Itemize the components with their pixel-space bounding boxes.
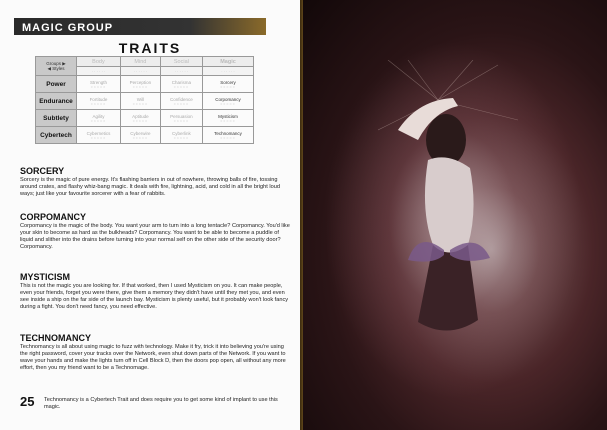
- row-label-cybertech: Cybertech: [36, 127, 77, 144]
- level-dots: · · · · · ·: [77, 67, 121, 76]
- illustration-page: [303, 0, 607, 430]
- trait-cell-magic: Technomancy ○○○○○: [202, 127, 253, 144]
- page-number: 25: [20, 394, 35, 409]
- trait-cell-magic: Mysticism ○○○○○: [202, 110, 253, 127]
- figure-illustration: [378, 60, 518, 360]
- section-label: MAGIC GROUP: [22, 22, 114, 34]
- table-header-row: [36, 57, 254, 67]
- level-dots: · · · · · ·: [160, 67, 202, 76]
- trait-cell: Cyberwire ○○○○○: [120, 127, 160, 144]
- group-header-mind: Mind: [120, 57, 160, 67]
- trait-cell-magic: Sorcery ○○○○○: [202, 76, 253, 93]
- trait-cell: Cyberlink ○○○○○: [160, 127, 202, 144]
- table-row: [36, 110, 254, 127]
- trait-cell: Charisma ○○○○○: [160, 76, 202, 93]
- trait-cell: Cybernetics ○○○○○: [77, 127, 121, 144]
- trait-cell-magic: Corpomancy ○○○○○: [202, 93, 253, 110]
- level-dots: · · · · · ·: [202, 67, 253, 76]
- heading-mysticism: MYSTICISM: [20, 272, 71, 282]
- table-corner-cell: [36, 57, 77, 76]
- traits-title: TRAITS: [118, 40, 182, 56]
- left-page: [0, 0, 303, 430]
- corner-groups-label: Groups ▶: [46, 61, 66, 66]
- trait-cell: Agility ○○○○○: [77, 110, 121, 127]
- section-header-bar: [14, 18, 266, 35]
- table-row: [36, 93, 254, 110]
- row-label-endurance: Endurance: [36, 93, 77, 110]
- paragraph-sorcery: Sorcery is the magic of pure energy. It's flashing barriers in out of nowhere, throwing balls of fire, tossing around crates, and flashy whiz-bang magic. It deals with fire, lightning, acid, and cold in all the bright loud ways; just like your favourite sorcerer with a fear of rabbits.: [20, 177, 280, 197]
- row-label-subtlety: Subtlety: [36, 110, 77, 127]
- paragraph-corpomancy: Corpomancy is the magic of the body. You want your arm to turn into a long tentacle? Corpomancy. You'd like your skin to become as hard as the bulkheads? Corpomancy. You want to be able to become a puddle of liquid and slither into the drains before turning into your normal self on the other side of the security door? Corpomancy.: [20, 223, 290, 250]
- heading-sorcery: SORCERY: [20, 166, 65, 176]
- trait-cell: Perception ○○○○○: [120, 76, 160, 93]
- paragraph-mysticism: This is not the magic you are looking for. If that worked, then I used Mysticism on you. It can make people, even your friends, forget you were there, give them a memory they didn't have until they met you, and even see inside a ship on the far side of the launch bay. Mysticism is plenty useful, but it probably won't look fancy during a fight. You don't need fancy, you need effective.: [20, 283, 289, 310]
- table-row: [36, 127, 254, 144]
- paragraph-technomancy: Technomancy is all about using magic to fuzz with technology. Make it fry, trick it into believing you're using the right password, cover your tracks over the Network, even shut down parts of the Network. If you want to wave your hands and make the lights turn off in Cell Block D, then the doors pop open, all without any more effort, then you my friend want to be a Technomage.: [20, 344, 286, 371]
- trait-cell: Strength ○○○○○: [77, 76, 121, 93]
- corner-styles-label: ◀ Styles: [47, 66, 65, 71]
- traits-table: [35, 56, 254, 144]
- footer-note: Technomancy is a Cybertech Trait and does require you to get some kind of implant to use this magic.: [44, 397, 278, 410]
- row-label-power: Power: [36, 76, 77, 93]
- group-header-body: Body: [77, 57, 121, 67]
- level-dots: · · · · · ·: [120, 67, 160, 76]
- table-row: [36, 76, 254, 93]
- trait-cell: Confidence ○○○○○: [160, 93, 202, 110]
- heading-corpomancy: CORPOMANCY: [20, 212, 87, 222]
- trait-cell: Will ○○○○○: [120, 93, 160, 110]
- trait-cell: Persuasion ○○○○○: [160, 110, 202, 127]
- heading-technomancy: TECHNOMANCY: [20, 333, 91, 343]
- trait-cell: Fortitude ○○○○○: [77, 93, 121, 110]
- trait-cell: Aptitude ○○○○○: [120, 110, 160, 127]
- group-header-social: Social: [160, 57, 202, 67]
- group-header-magic: Magic: [202, 57, 253, 67]
